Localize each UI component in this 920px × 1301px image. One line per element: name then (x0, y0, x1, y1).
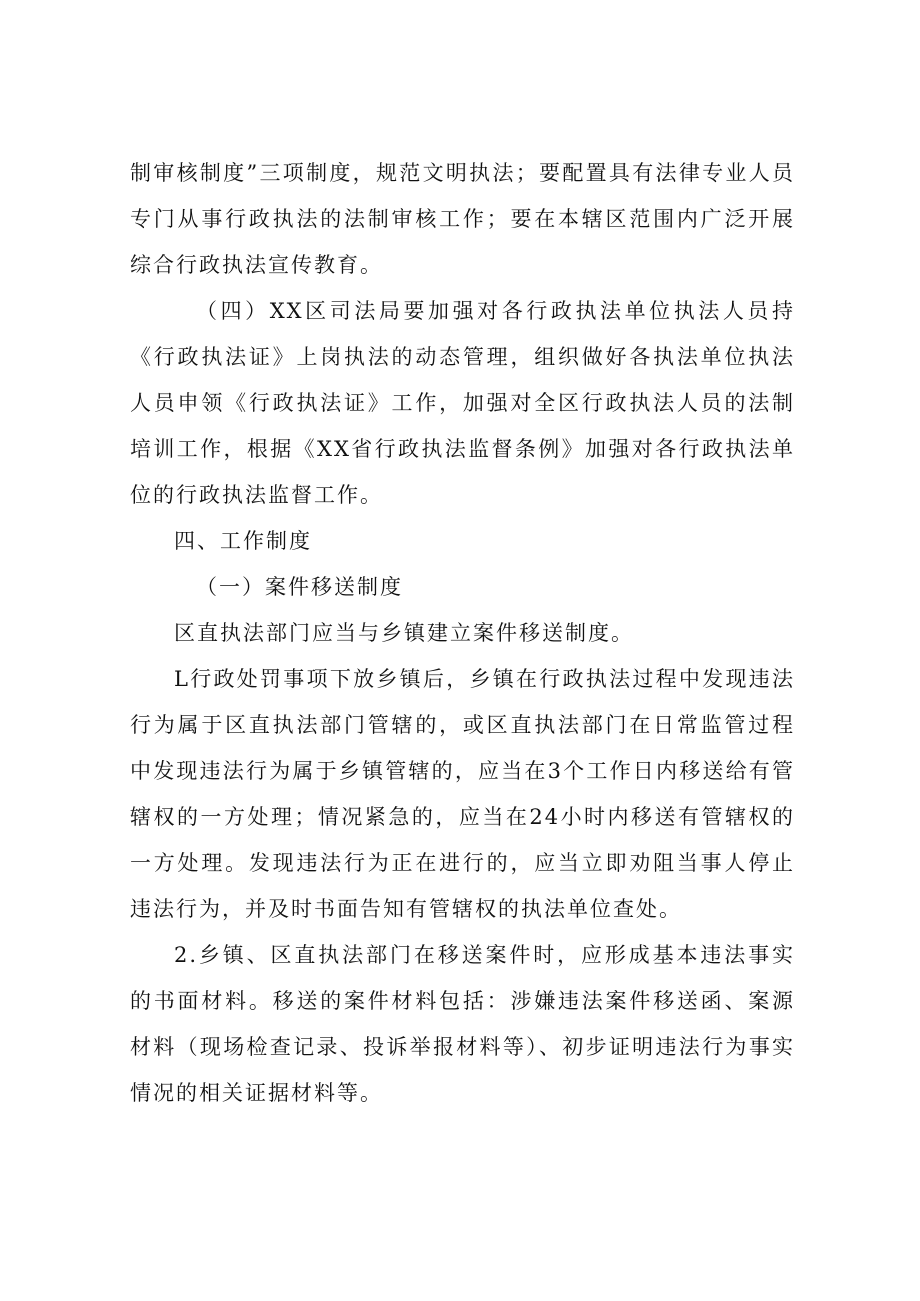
subsection-heading-case-transfer: （一）案件移送制度 (196, 575, 403, 599)
paragraph-item-one: L行政处罚事项下放乡镇后，乡镇在行政执法过程中发现违法行为属于区直执法部门管辖的，或区直执法部门在日常监管过程中发现违法行为属于乡镇管辖的，应当在3个工作日内移送给有管辖权的一方处理；情况紧急的，应当在24小时内移送有管辖权的一方处理。发现违法行为正在进行的，应当立即劝阻当事人停止违法行为，并及时书面告知有管辖权的执法单位查处。 (130, 667, 795, 921)
paragraph-section-four-item: （四）XX区司法局要加强对各行政执法单位执法人员持《行政执法证》上岗执法的动态管理，组织做好各执法单位执法人员申领《行政执法证》工作，加强对全区行政执法人员的法制培训工作，根据《XX省行政执法监督条例》加强对各行政执法单位的行政执法监督工作。 (130, 299, 795, 507)
paragraph-case-transfer-intro: 区直执法部门应当与乡镇建立案件移送制度。 (174, 621, 634, 645)
document-body (130, 150, 795, 1116)
paragraph-item-two: 2.乡镇、区直执法部门在移送案件时，应形成基本违法事实的书面材料。移送的案件材料包括：涉嫌违法案件移送函、案源材料（现场检查记录、投诉举报材料等）、初步证明违法行为事实情况的相关证据材料等。 (130, 943, 795, 1105)
section-heading-work-system: 四、工作制度 (174, 529, 312, 553)
paragraph-continuation: 制审核制度”三项制度，规范文明执法；要配置具有法律专业人员专门从事行政执法的法制审核工作；要在本辖区范围内广泛开展综合行政执法宣传教育。 (130, 161, 795, 277)
